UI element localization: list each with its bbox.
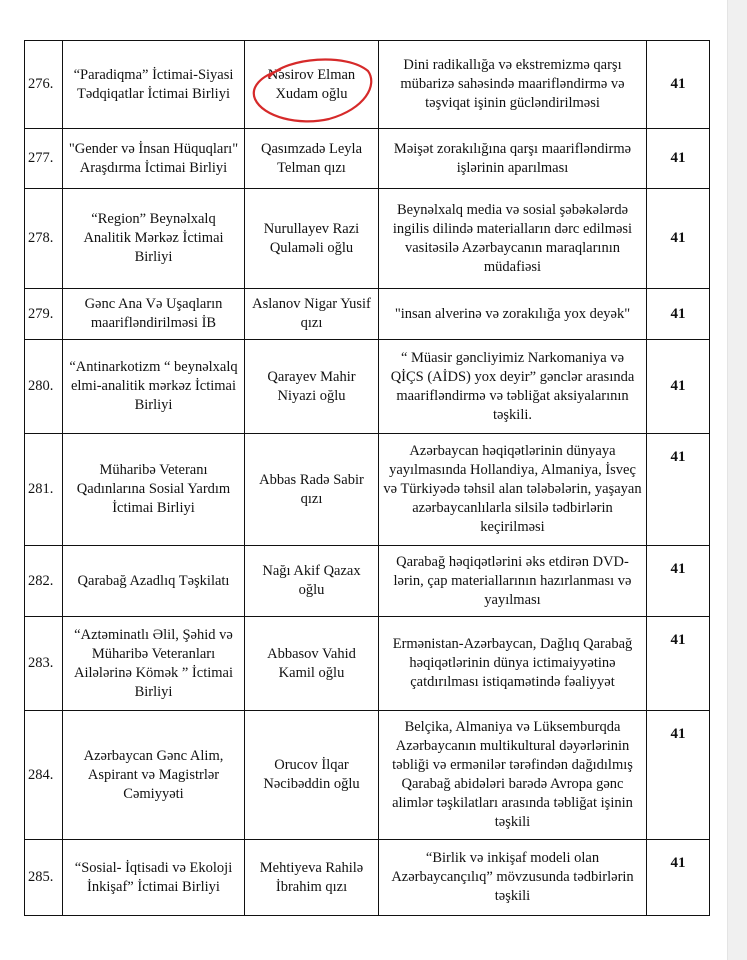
project-topic: Ermənistan-Azərbaycan, Dağlıq Qarabağ həqiqətlərinin dünya ictimaiyyətinə çatdırılması istiqamətində fəaliyyət — [379, 617, 647, 711]
score: 41 — [647, 434, 710, 546]
leader-name: Abbas Radə Sabir qızı — [245, 434, 379, 546]
viewer-side-strip — [727, 0, 747, 960]
leader-name: Qasımzadə Leyla Telman qızı — [245, 129, 379, 189]
score: 41 — [647, 840, 710, 916]
score: 41 — [647, 189, 710, 289]
leader-name: Aslanov Nigar Yusif qızı — [245, 289, 379, 340]
project-topic: Belçika, Almaniya və Lüksemburqda Azərbaycanın multikultural dəyərlərinin təbliği və ermənilər tərəfindən dağıdılmış Qarabağ abidələri barədə Avropa gənc alimlər təşkilatları arasında təbliğat işinin təşkili — [379, 711, 647, 840]
organization-name: “Antinarkotizm “ beynəlxalq elmi-analitik mərkəz İctimai Birliyi — [63, 340, 245, 434]
table-row — [25, 289, 710, 340]
organization-name: “Region” Beynəlxalq Analitik Mərkəz İctimai Birliyi — [63, 189, 245, 289]
registry-table — [24, 40, 710, 916]
organization-name: “Aztəminatlı Əlil, Şəhid və Müharibə Veteranları Ailələrinə Kömək ” İctimai Birliyi — [63, 617, 245, 711]
project-topic: Qarabağ həqiqətlərini əks etdirən DVD-lərin, çap materiallarının hazırlanması və yayılması — [379, 546, 647, 617]
row-number: 283. — [25, 617, 63, 711]
row-number: 279. — [25, 289, 63, 340]
table-row — [25, 840, 710, 916]
project-topic: “ Müasir gəncliyimiz Narkomaniya və QİÇS (AİDS) yox deyir” gənclər arasında maarifləndirmə və təbliğat aksiyalarının təşkili. — [379, 340, 647, 434]
table-row — [25, 546, 710, 617]
organization-name: Gənc Ana Və Uşaqların maarifləndirilməsi İB — [63, 289, 245, 340]
leader-name: Orucov İlqar Nəcibəddin oğlu — [245, 711, 379, 840]
leader-name: Nurullayev Razi Qulaməli oğlu — [245, 189, 379, 289]
table-row — [25, 434, 710, 546]
table-row — [25, 711, 710, 840]
row-number: 284. — [25, 711, 63, 840]
row-number: 276. — [25, 41, 63, 129]
project-topic: “Birlik və inkişaf modeli olan Azərbaycançılıq” mövzusunda tədbirlərin təşkili — [379, 840, 647, 916]
score: 41 — [647, 546, 710, 617]
table-row — [25, 340, 710, 434]
project-topic: Dini radikallığa və ekstremizmə qarşı mübarizə sahəsində maarifləndirmə və təşviqat işinin gücləndirilməsi — [379, 41, 647, 129]
score: 41 — [647, 41, 710, 129]
row-number: 282. — [25, 546, 63, 617]
organization-name: “Sosial- İqtisadi və Ekoloji İnkişaf” İctimai Birliyi — [63, 840, 245, 916]
table-row — [25, 41, 710, 129]
row-number: 280. — [25, 340, 63, 434]
project-topic: "insan alverinə və zorakılığa yox deyək" — [379, 289, 647, 340]
project-topic: Məişət zorakılığına qarşı maarifləndirmə işlərinin aparılması — [379, 129, 647, 189]
score: 41 — [647, 340, 710, 434]
score: 41 — [647, 129, 710, 189]
table-row — [25, 617, 710, 711]
row-number: 278. — [25, 189, 63, 289]
score: 41 — [647, 617, 710, 711]
row-number: 281. — [25, 434, 63, 546]
leader-name: Qarayev Mahir Niyazi oğlu — [245, 340, 379, 434]
organization-name: Müharibə Veteranı Qadınlarına Sosial Yardım İctimai Birliyi — [63, 434, 245, 546]
leader-name: Nağı Akif Qazax oğlu — [245, 546, 379, 617]
organization-name: Qarabağ Azadlıq Təşkilatı — [63, 546, 245, 617]
organization-name: "Gender və İnsan Hüquqları" Araşdırma İctimai Birliyi — [63, 129, 245, 189]
row-number: 277. — [25, 129, 63, 189]
organization-name: Azərbaycan Gənc Alim, Aspirant və Magistrlər Cəmiyyəti — [63, 711, 245, 840]
leader-name: Mehtiyeva Rahilə İbrahim qızı — [245, 840, 379, 916]
score: 41 — [647, 711, 710, 840]
leader-name: Abbasov Vahid Kamil oğlu — [245, 617, 379, 711]
organization-name: “Paradiqma” İctimai-Siyasi Tədqiqatlar İctimai Birliyi — [63, 41, 245, 129]
project-topic: Azərbaycan həqiqətlərinin dünyaya yayılmasında Hollandiya, Almaniya, İsveç və Türkiyədə təhsil alan tələbələrin, yaşayan azərbaycanlılarla silsilə tədbirlərin keçirilməsi — [379, 434, 647, 546]
project-topic: Beynəlxalq media və sosial şəbəkələrdə ingilis dilində materialların dərc edilməsi vasitəsilə Azərbaycanın maraqlarının müdafiəsi — [379, 189, 647, 289]
score: 41 — [647, 289, 710, 340]
table-row — [25, 129, 710, 189]
row-number: 285. — [25, 840, 63, 916]
leader-name: Nəsirov Elman Xudam oğlu — [245, 41, 379, 129]
table-row — [25, 189, 710, 289]
